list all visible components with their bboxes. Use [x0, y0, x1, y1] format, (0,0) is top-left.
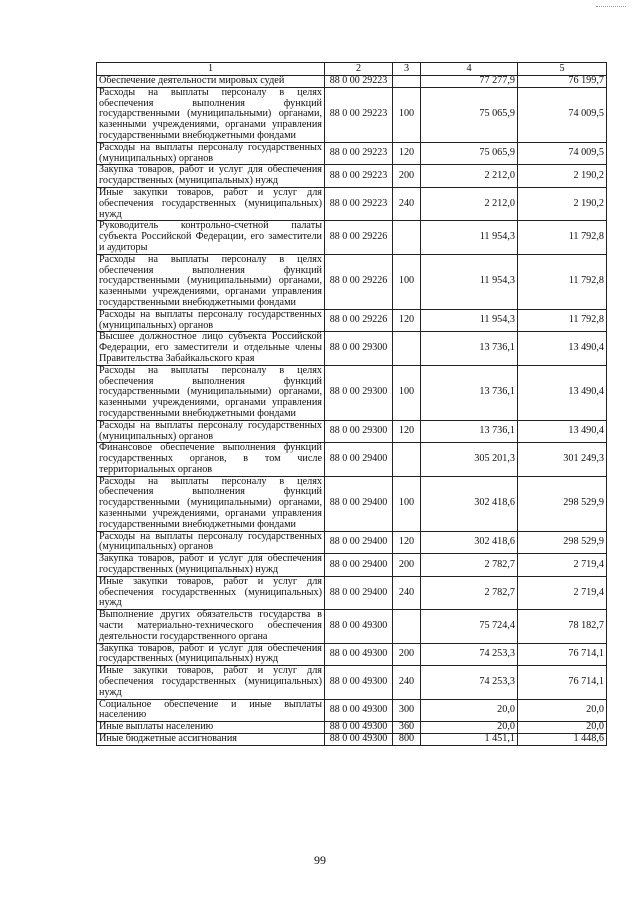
row-name-cell: Выполнение других обязательств государства в части материально-технического обеспечения деятельности государственного органа [97, 610, 325, 643]
row-amount-1-cell: 77 277,9 [421, 76, 518, 88]
row-expense-type-cell: 240 [393, 666, 421, 699]
column-header-amount-2: 5 [518, 63, 607, 76]
row-amount-1-cell: 2 212,0 [421, 165, 518, 188]
budget-table [96, 62, 607, 746]
table-row [97, 443, 607, 476]
row-name-cell: Иные закупки товаров, работ и услуг для обеспечения государственных (муниципальных) нужд [97, 576, 325, 609]
table-row [97, 221, 607, 254]
row-name-cell: Высшее должностное лицо субъекта Российской Федерации, его заместители и отдельные члены Правительства Забайкальского края [97, 332, 325, 365]
row-amount-1-cell: 75 724,4 [421, 610, 518, 643]
row-code-cell: 88 0 00 29400 [325, 443, 393, 476]
table-row [97, 699, 607, 722]
table-row [97, 165, 607, 188]
row-amount-2-cell: 78 182,7 [518, 610, 607, 643]
row-amount-2-cell: 13 490,4 [518, 420, 607, 443]
row-amount-1-cell: 75 065,9 [421, 142, 518, 165]
row-code-cell: 88 0 00 29400 [325, 476, 393, 531]
row-expense-type-cell [393, 332, 421, 365]
row-code-cell: 88 0 00 49300 [325, 722, 393, 734]
row-code-cell: 88 0 00 29223 [325, 142, 393, 165]
table-body [97, 76, 607, 746]
row-amount-1-cell: 1 451,1 [421, 734, 518, 746]
row-name-cell: Расходы на выплаты персоналу государственных (муниципальных) органов [97, 309, 325, 332]
row-amount-2-cell: 2 719,4 [518, 576, 607, 609]
row-amount-2-cell: 13 490,4 [518, 365, 607, 420]
row-name-cell: Руководитель контрольно-счетной палаты субъекта Российской Федерации, его заместители и аудиторы [97, 221, 325, 254]
row-name-cell: Социальное обеспечение и иные выплаты населению [97, 699, 325, 722]
row-code-cell: 88 0 00 29226 [325, 309, 393, 332]
row-name-cell: Обеспечение деятельности мировых судей [97, 76, 325, 88]
table-row [97, 666, 607, 699]
row-amount-1-cell: 13 736,1 [421, 420, 518, 443]
row-amount-2-cell: 13 490,4 [518, 332, 607, 365]
row-code-cell: 88 0 00 29400 [325, 554, 393, 577]
row-code-cell: 88 0 00 29300 [325, 420, 393, 443]
row-amount-1-cell: 2 782,7 [421, 576, 518, 609]
row-name-cell: Расходы на выплаты персоналу в целях обеспечения выполнения функций государственными (муниципальными) органами, казенными учреждениями, органами управления государственными внебюджетными фондами [97, 87, 325, 142]
table-row [97, 722, 607, 734]
row-expense-type-cell: 100 [393, 476, 421, 531]
row-name-cell: Расходы на выплаты персоналу в целях обеспечения выполнения функций государственными (муниципальными) органами, казенными учреждениями, органами управления государственными внебюджетными фондами [97, 365, 325, 420]
row-amount-1-cell: 20,0 [421, 722, 518, 734]
row-code-cell: 88 0 00 49300 [325, 610, 393, 643]
row-expense-type-cell: 100 [393, 87, 421, 142]
page-number: 99 [314, 853, 326, 867]
table-row [97, 76, 607, 88]
row-name-cell: Закупка товаров, работ и услуг для обеспечения государственных (муниципальных) нужд [97, 165, 325, 188]
row-expense-type-cell: 200 [393, 554, 421, 577]
table-row [97, 365, 607, 420]
row-expense-type-cell: 100 [393, 365, 421, 420]
column-header-code: 2 [325, 63, 393, 76]
row-amount-1-cell: 11 954,3 [421, 221, 518, 254]
row-amount-2-cell: 74 009,5 [518, 87, 607, 142]
table-row [97, 576, 607, 609]
row-name-cell: Закупка товаров, работ и услуг для обеспечения государственных (муниципальных) нужд [97, 554, 325, 577]
row-amount-1-cell: 75 065,9 [421, 87, 518, 142]
row-amount-2-cell: 301 249,3 [518, 443, 607, 476]
table-row [97, 87, 607, 142]
row-amount-1-cell: 2 782,7 [421, 554, 518, 577]
column-header-amount-1: 4 [421, 63, 518, 76]
row-code-cell: 88 0 00 29400 [325, 576, 393, 609]
row-name-cell: Иные выплаты населению [97, 722, 325, 734]
row-expense-type-cell: 120 [393, 420, 421, 443]
row-amount-1-cell: 20,0 [421, 699, 518, 722]
row-amount-1-cell: 74 253,3 [421, 666, 518, 699]
row-amount-2-cell: 298 529,9 [518, 531, 607, 554]
row-name-cell: Иные закупки товаров, работ и услуг для обеспечения государственных (муниципальных) нужд [97, 666, 325, 699]
row-amount-1-cell: 305 201,3 [421, 443, 518, 476]
row-code-cell: 88 0 00 29300 [325, 365, 393, 420]
table-row [97, 734, 607, 746]
row-amount-1-cell: 11 954,3 [421, 309, 518, 332]
row-expense-type-cell: 300 [393, 699, 421, 722]
row-name-cell: Расходы на выплаты персоналу государственных (муниципальных) органов [97, 420, 325, 443]
row-code-cell: 88 0 00 49300 [325, 734, 393, 746]
row-expense-type-cell [393, 443, 421, 476]
row-amount-2-cell: 76 199,7 [518, 76, 607, 88]
table-row [97, 610, 607, 643]
row-expense-type-cell: 200 [393, 165, 421, 188]
row-expense-type-cell [393, 221, 421, 254]
row-amount-2-cell: 11 792,8 [518, 221, 607, 254]
table-row [97, 554, 607, 577]
row-name-cell: Расходы на выплаты персоналу государственных (муниципальных) органов [97, 531, 325, 554]
row-amount-2-cell: 11 792,8 [518, 309, 607, 332]
table-row [97, 476, 607, 531]
row-code-cell: 88 0 00 49300 [325, 666, 393, 699]
row-amount-2-cell: 20,0 [518, 722, 607, 734]
row-expense-type-cell: 120 [393, 309, 421, 332]
row-expense-type-cell: 100 [393, 254, 421, 309]
row-amount-1-cell: 13 736,1 [421, 365, 518, 420]
row-name-cell: Финансовое обеспечение выполнения функций государственных органов, в том числе территориальных органов [97, 443, 325, 476]
table-row [97, 142, 607, 165]
row-name-cell: Иные бюджетные ассигнования [97, 734, 325, 746]
row-expense-type-cell: 240 [393, 576, 421, 609]
row-amount-1-cell: 2 212,0 [421, 187, 518, 220]
row-amount-1-cell: 11 954,3 [421, 254, 518, 309]
row-code-cell: 88 0 00 29300 [325, 332, 393, 365]
row-name-cell: Расходы на выплаты персоналу государственных (муниципальных) органов [97, 142, 325, 165]
row-name-cell: Расходы на выплаты персоналу в целях обеспечения выполнения функций государственными (муниципальными) органами, казенными учреждениями, органами управления государственными внебюджетными фондами [97, 476, 325, 531]
row-amount-1-cell: 302 418,6 [421, 531, 518, 554]
row-expense-type-cell: 800 [393, 734, 421, 746]
row-expense-type-cell: 200 [393, 643, 421, 666]
row-expense-type-cell: 120 [393, 142, 421, 165]
row-code-cell: 88 0 00 29223 [325, 87, 393, 142]
row-amount-1-cell: 74 253,3 [421, 643, 518, 666]
table-row [97, 332, 607, 365]
column-header-name: 1 [97, 63, 325, 76]
row-amount-2-cell: 74 009,5 [518, 142, 607, 165]
row-code-cell: 88 0 00 29223 [325, 187, 393, 220]
row-code-cell: 88 0 00 49300 [325, 699, 393, 722]
row-amount-2-cell: 1 448,6 [518, 734, 607, 746]
row-name-cell: Закупка товаров, работ и услуг для обеспечения государственных (муниципальных) нужд [97, 643, 325, 666]
row-expense-type-cell [393, 610, 421, 643]
table-row [97, 254, 607, 309]
row-code-cell: 88 0 00 49300 [325, 643, 393, 666]
row-code-cell: 88 0 00 29226 [325, 254, 393, 309]
table-row [97, 643, 607, 666]
row-amount-2-cell: 11 792,8 [518, 254, 607, 309]
table-row [97, 309, 607, 332]
table-row [97, 531, 607, 554]
row-amount-2-cell: 2 190,2 [518, 165, 607, 188]
row-amount-1-cell: 13 736,1 [421, 332, 518, 365]
table-row [97, 187, 607, 220]
row-amount-2-cell: 2 190,2 [518, 187, 607, 220]
row-code-cell: 88 0 00 29400 [325, 531, 393, 554]
row-amount-1-cell: 302 418,6 [421, 476, 518, 531]
row-expense-type-cell: 360 [393, 722, 421, 734]
row-name-cell: Расходы на выплаты персоналу в целях обеспечения выполнения функций государственными (муниципальными) органами, казенными учреждениями, органами управления государственными внебюджетными фондами [97, 254, 325, 309]
row-name-cell: Иные закупки товаров, работ и услуг для обеспечения государственных (муниципальных) нужд [97, 187, 325, 220]
row-code-cell: 88 0 00 29223 [325, 76, 393, 88]
row-amount-2-cell: 2 719,4 [518, 554, 607, 577]
column-header-type: 3 [393, 63, 421, 76]
table-header-row [97, 63, 607, 76]
row-amount-2-cell: 20,0 [518, 699, 607, 722]
row-amount-2-cell: 298 529,9 [518, 476, 607, 531]
row-code-cell: 88 0 00 29223 [325, 165, 393, 188]
row-expense-type-cell [393, 76, 421, 88]
row-expense-type-cell: 240 [393, 187, 421, 220]
scan-corner-mark [596, 6, 626, 7]
row-expense-type-cell: 120 [393, 531, 421, 554]
row-amount-2-cell: 76 714,1 [518, 643, 607, 666]
table-row [97, 420, 607, 443]
row-amount-2-cell: 76 714,1 [518, 666, 607, 699]
row-code-cell: 88 0 00 29226 [325, 221, 393, 254]
